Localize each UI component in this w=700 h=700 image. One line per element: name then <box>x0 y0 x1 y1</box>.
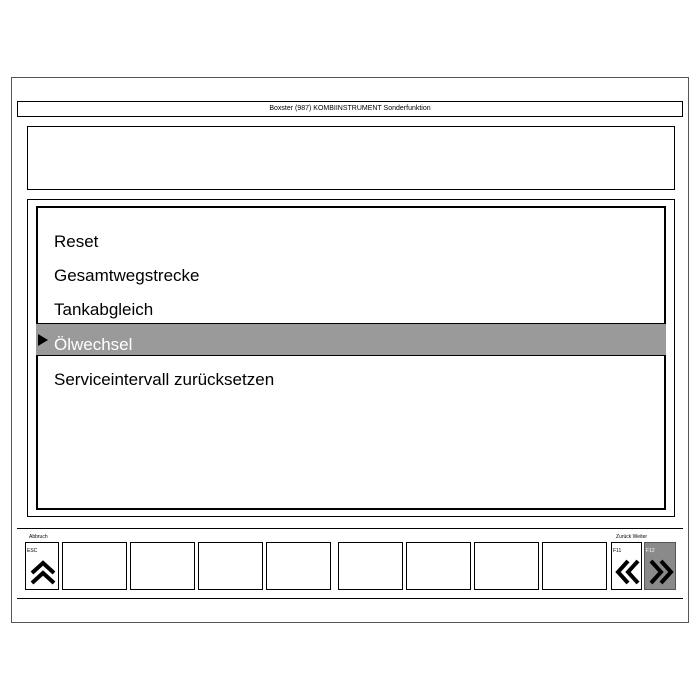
function-key-5[interactable] <box>338 542 403 590</box>
toolbar-divider <box>17 528 683 529</box>
menu-item-label: Gesamtwegstrecke <box>54 266 200 285</box>
function-key-4[interactable] <box>266 542 331 590</box>
window-title: Boxster (987) KOMBIINSTRUMENT Sonderfunktion <box>17 101 683 117</box>
esc-key-label: ESC <box>27 548 38 554</box>
function-key-8[interactable] <box>542 542 607 590</box>
function-key-7[interactable] <box>474 542 539 590</box>
double-chevron-up-icon <box>26 555 60 589</box>
f12-key-label: F12 <box>646 548 655 554</box>
menu-item-label: Ölwechsel <box>54 335 133 354</box>
double-chevron-right-icon <box>645 555 677 589</box>
next-button[interactable] <box>644 542 676 590</box>
function-key-1[interactable] <box>62 542 127 590</box>
function-key-2[interactable] <box>130 542 195 590</box>
double-chevron-left-icon <box>612 555 643 589</box>
abbruch-label: Abbruch <box>29 534 48 540</box>
menu-item-label: Reset <box>54 232 99 251</box>
menu-item-label: Tankabgleich <box>54 300 154 319</box>
esc-button[interactable] <box>25 542 59 590</box>
menu-item-serviceintervall[interactable] <box>36 364 666 396</box>
zurueck-weiter-label: Zurück Weiter <box>616 534 648 540</box>
back-button[interactable] <box>611 542 642 590</box>
message-area <box>27 126 675 190</box>
selection-arrow-icon <box>38 334 48 346</box>
menu-item-gesamtwegstrecke[interactable] <box>36 260 666 292</box>
menu-item-oelwechsel[interactable] <box>36 323 666 356</box>
function-key-6[interactable] <box>406 542 471 590</box>
function-key-3[interactable] <box>198 542 263 590</box>
menu-item-label: Serviceintervall zurücksetzen <box>54 370 275 389</box>
menu-item-reset[interactable] <box>36 226 666 258</box>
toolbar-bottom-divider <box>17 598 683 599</box>
menu-item-tankabgleich[interactable] <box>36 294 666 326</box>
f11-key-label: F11 <box>613 548 622 554</box>
